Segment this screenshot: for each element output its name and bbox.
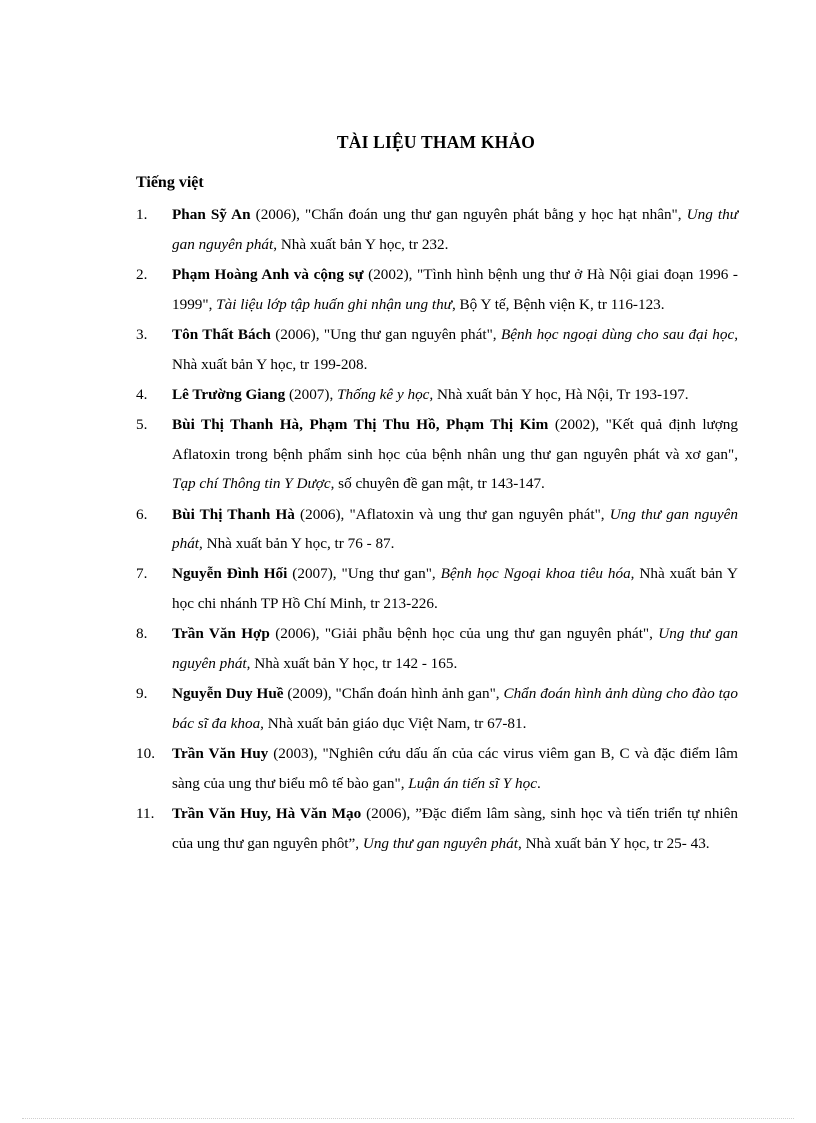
reference-number: 3. [136,325,148,343]
reference-number: 5. [136,415,148,433]
reference-publisher: , Nhà xuất bản Y học, tr 76 - 87. [199,535,395,553]
reference-publisher: , Nhà xuất bản Y học chi nhánh TP Hồ Chí Minh, tr 213-226. [172,565,738,613]
reference-authors: Tôn Thất Bách [172,325,271,343]
reference-authors: Nguyễn Đình Hối [172,565,288,583]
reference-source: Ung thư gan nguyên phát [172,505,738,553]
reference-authors: Bùi Thị Thanh Hà, Phạm Thị Thu Hồ, Phạm Thị Kim [172,415,549,433]
reference-title: (2006), "Giải phẫu bệnh học của ung thư gan nguyên phát", [269,625,659,643]
reference-authors: Nguyễn Duy Huề [172,685,284,703]
reference-title: (2006), "Chẩn đoán ung thư gan nguyên phát bằng y học hạt nhân", [250,206,687,223]
reference-title: (2006), ”Đặc điểm lâm sàng, sinh học và tiến triển tự nhiên của ung thư gan nguyên phôt”, [172,805,738,852]
reference-source: Thống kê y học, [337,385,434,403]
reference-number: 11. [136,805,155,823]
reference-publisher: . [536,774,541,792]
reference-item [136,380,738,410]
reference-publisher: , Nhà xuất bản giáo dục Việt Nam, tr 67-81. [260,714,527,732]
reference-item [136,679,738,738]
reference-number: 8. [136,625,148,643]
reference-source: Luận án tiến sĩ Y học [408,774,537,792]
reference-number: 7. [136,565,148,583]
page-title: TÀI LIỆU THAM KHẢO [336,132,536,152]
reference-item [136,200,738,259]
reference-publisher: , Nhà xuất bản Y học, tr 25- 43. [517,834,710,852]
reference-title: (2007), "Ung thư gan", [287,565,441,583]
reference-source: Ung thư gan nguyên phát [172,206,738,253]
reference-title: (2007), [285,385,338,403]
reference-number: 10. [136,745,155,763]
reference-number: 6. [136,505,148,523]
reference-number: 2. [136,265,148,283]
reference-source: Bệnh học ngoại dùng cho sau đại học [501,325,735,343]
reference-authors: Trần Văn Huy [172,745,269,763]
reference-title: (2002), "Tình hình bệnh ung thư ở Hà Nội giai đoạn 1996 - 1999", [172,265,738,313]
reference-number: 9. [136,685,148,703]
reference-publisher: Nhà xuất bản Y học, Hà Nội, Tr 193-197. [433,385,689,403]
section-heading: Tiếng việt [136,174,204,191]
reference-item [136,799,738,858]
reference-authors: Trần Văn Huy, Hà Văn Mạo [172,805,362,823]
reference-item [136,500,738,559]
reference-item [136,320,738,379]
reference-title: (2006), "Ung thư gan nguyên phát", [270,325,501,343]
reference-publisher: , số chuyên đề gan mật, tr 143-147. [330,475,545,493]
reference-source: Bệnh học Ngoại khoa tiêu hóa [440,565,631,583]
reference-authors: Bùi Thị Thanh Hà [172,505,295,523]
reference-authors: Phạm Hoàng Anh và cộng sự [172,265,364,283]
reference-title: (2006), "Aflatoxin và ung thư gan nguyên phát", [294,505,610,523]
reference-number: 4. [136,385,148,403]
reference-publisher: , Bộ Y tế, Bệnh viện K, tr 116-123. [451,295,665,313]
reference-item [136,619,738,678]
reference-publisher: , Nhà xuất bản Y học, tr 142 - 165. [246,655,458,673]
reference-title: (2003), "Nghiên cứu dấu ấn của các virus viêm gan B, C và đặc điểm lâm sàng của ung thư biểu mô tế bào gan", [172,745,738,792]
reference-source: Tài liệu lớp tập huấn ghi nhận ung thư [216,295,452,313]
reference-item [136,739,738,798]
reference-source: Ung thư gan nguyên phát [172,625,738,673]
reference-source: Ung thư gan nguyên phát [362,834,518,852]
reference-item [136,260,738,319]
reference-title: (2009), "Chẩn đoán hình ảnh gan", [283,685,504,703]
reference-number: 1. [136,206,148,223]
reference-title: (2002), "Kết quả định lượng Aflatoxin trong bệnh phẩm sinh học của bệnh nhân ung thư gan nguyên phát và xơ gan", [172,415,738,463]
reference-publisher: , Nhà xuất bản Y học, tr 232. [273,235,449,253]
reference-list [136,200,738,859]
reference-authors: Lê Trường Giang [172,385,286,403]
reference-item [136,559,738,618]
page-bottom-divider [22,1118,794,1119]
reference-source: Chẩn đoán hình ảnh dùng cho đào tạo bác sĩ đa khoa [172,685,738,732]
reference-authors: Phan Sỹ An [172,206,251,223]
reference-publisher: , Nhà xuất bản Y học, tr 199-208. [172,325,738,373]
reference-authors: Trần Văn Hợp [172,625,270,643]
reference-source: Tạp chí Thông tin Y Dược [172,475,331,493]
reference-item [136,410,738,499]
